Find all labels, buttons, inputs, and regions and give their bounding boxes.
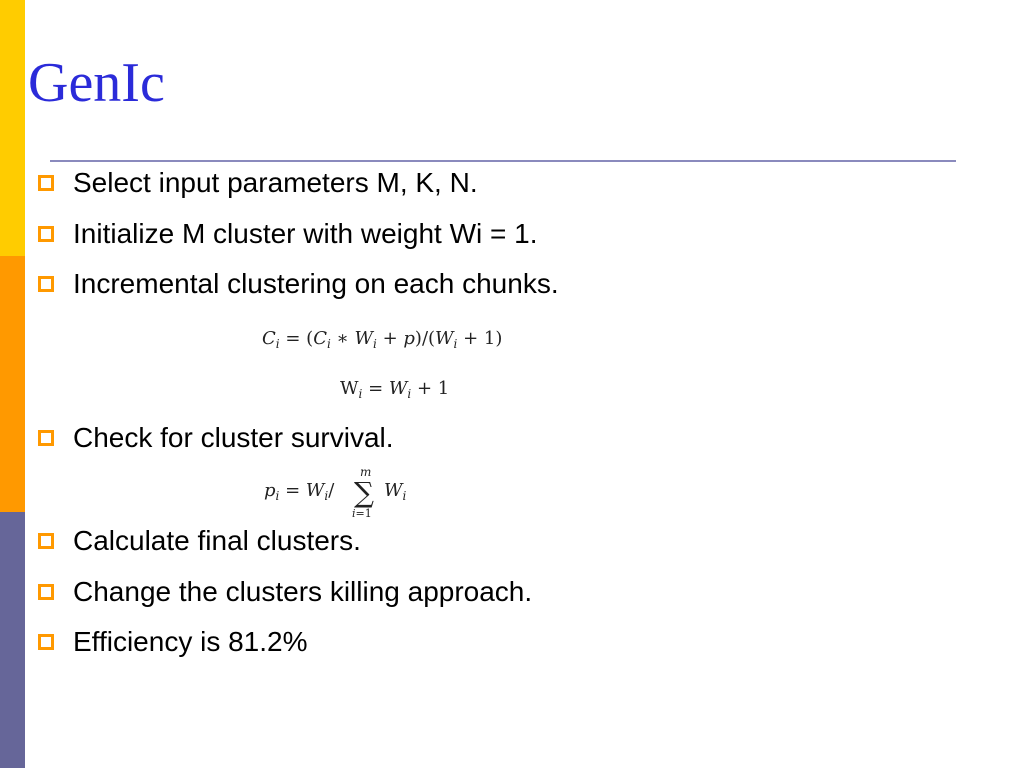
- formula-survival-probability: [264, 462, 434, 520]
- square-bullet-icon: [38, 276, 54, 292]
- slide-title: GenIc: [28, 52, 165, 114]
- bullet-item-4: [38, 420, 394, 456]
- square-bullet-icon: [38, 634, 54, 650]
- formula-centroid-update: [262, 322, 532, 354]
- svg-text:Wi: $W_i$: [384, 480, 407, 503]
- bullet-item-2: [38, 216, 538, 252]
- bullet-item-7: [38, 624, 308, 660]
- square-bullet-icon: [38, 175, 54, 191]
- formula-weight-update: [340, 372, 470, 404]
- formula-weight-update-graphic: [340, 372, 470, 404]
- side-bar-purple: [0, 512, 25, 768]
- bullet-item-5: [38, 523, 361, 559]
- svg-text:i=1: i=1: [352, 507, 372, 520]
- square-bullet-icon: [38, 533, 54, 549]
- bullet-text: Initialize M cluster with weight Wi = 1.: [73, 218, 538, 249]
- square-bullet-icon: [38, 584, 54, 600]
- bullet-text: Incremental clustering on each chunks.: [73, 268, 559, 299]
- svg-text:pi = Wi/: $p_i = W_i/$: [264, 480, 335, 503]
- formula-centroid-update-graphic: [262, 322, 532, 354]
- formula-survival-probability-graphic: [264, 462, 434, 520]
- title-divider: [50, 160, 956, 162]
- bullet-item-6: [38, 574, 532, 610]
- bullet-text: Change the clusters killing approach.: [73, 576, 533, 607]
- bullet-text: Efficiency is 81.2%: [73, 626, 308, 657]
- side-bar-orange: [0, 256, 25, 512]
- side-bar-yellow: [0, 0, 25, 256]
- bullet-text: Select input parameters M, K, N.: [73, 167, 478, 198]
- bullet-text: Calculate final clusters.: [73, 525, 361, 556]
- bullet-text: Check for cluster survival.: [73, 422, 394, 453]
- svg-text:Wi = Wi + 1: $W_i = W_i + 1$: [340, 378, 450, 401]
- svg-text:m: m: [360, 465, 372, 479]
- bullet-item-3: [38, 266, 559, 302]
- square-bullet-icon: [38, 226, 54, 242]
- square-bullet-icon: [38, 430, 54, 446]
- svg-text:Ci = (Ci ∗ Wi + p)/(Wi + 1): $C_i = (C_i$ ∗ $W_i + p)/(W_i + 1)$: [262, 328, 503, 351]
- svg-text:∑: ∑: [354, 476, 374, 509]
- bullet-item-1: [38, 165, 478, 201]
